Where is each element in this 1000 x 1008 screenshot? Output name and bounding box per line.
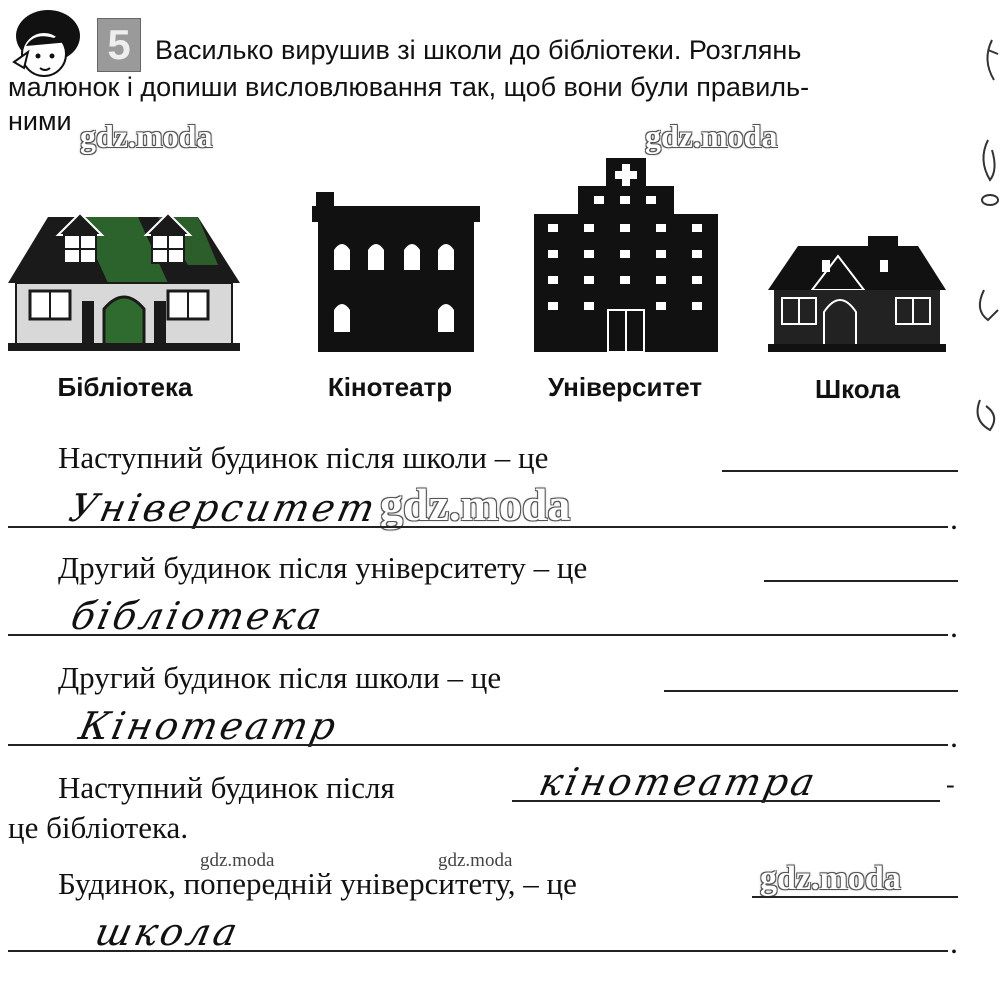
cinema-building-icon: [312, 192, 480, 352]
answer-line: [752, 896, 958, 898]
task-text-line-3: ними: [8, 106, 72, 136]
answer-line: [8, 526, 948, 528]
building-label-school: Школа: [814, 374, 900, 404]
watermark-small: gdz.moda: [438, 850, 513, 871]
answer-line: [764, 580, 958, 582]
statement-1-answer: Університет: [65, 486, 382, 530]
statement-3-answer: Кінотеатр: [75, 704, 343, 748]
library-house-icon: [8, 205, 240, 353]
watermark: gdz.moda: [380, 479, 571, 530]
margin-doodles-icon: [970, 20, 1000, 440]
task-text-line-2: малюнок і допиши висловлювання так, щоб вони були правиль-: [8, 72, 810, 102]
statement-4-answer: кінотеатра: [535, 760, 822, 804]
building-label-university: Університет: [547, 372, 703, 402]
statement-4-prompt: Наступний будинок після: [58, 770, 395, 805]
task-number: 5: [107, 21, 131, 68]
watermark: gdz.moda: [645, 118, 778, 154]
answer-line: [722, 470, 958, 472]
answer-line: [512, 800, 940, 802]
statement-3-prompt: Другий будинок після школи – це: [58, 660, 502, 695]
task-text-line-1: Василько вирушив зі школи до бібліотеки. Розглянь: [155, 35, 802, 65]
statement-2-prompt: Другий будинок після університету – це: [58, 550, 588, 585]
university-building-icon: [534, 158, 718, 352]
answer-line: [8, 744, 948, 746]
answer-line: [8, 950, 948, 952]
statement-1-end: .: [950, 500, 958, 536]
task-number-badge: [97, 18, 141, 72]
statement-5-end: .: [950, 924, 958, 960]
statement-2-end: .: [950, 608, 958, 644]
answer-line: [664, 690, 958, 692]
watermark: gdz.moda: [760, 860, 901, 897]
statement-4-end: -: [946, 770, 955, 799]
watermark-small: gdz.moda: [200, 850, 275, 871]
answer-line: [8, 634, 948, 636]
statement-5-answer: школа: [91, 910, 245, 954]
statement-3-end: .: [950, 718, 958, 754]
statement-1-prompt: Наступний будинок після школи – це: [58, 440, 549, 475]
statement-5-prompt: Будинок, попередній університету, – це: [58, 866, 577, 901]
building-label-cinema: Кінотеатр: [327, 372, 453, 402]
statement-4-line2: це бібліотека.: [8, 810, 189, 845]
statement-2-answer: бібліотека: [67, 594, 329, 638]
watermark: gdz.moda: [80, 118, 213, 154]
building-label-library: Бібліотека: [57, 372, 193, 402]
school-house-icon: [768, 232, 946, 352]
